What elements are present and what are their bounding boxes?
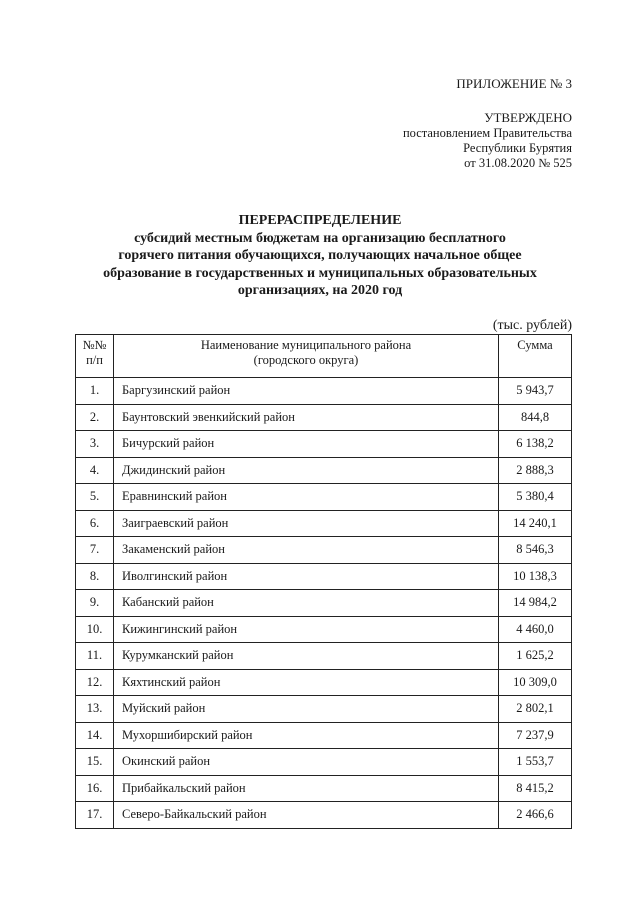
table-row	[76, 616, 572, 643]
row-district-name: Курумканский район	[114, 643, 499, 670]
units-label: (тыс. рублей)	[492, 318, 572, 333]
row-sum: 14 240,1	[499, 510, 572, 537]
row-sum: 4 460,0	[499, 616, 572, 643]
title-line-1: ПЕРЕРАСПРЕДЕЛЕНИЕ	[238, 213, 402, 228]
row-number: 6.	[76, 510, 114, 537]
table-row	[76, 431, 572, 458]
row-number: 7.	[76, 537, 114, 564]
approved-label: УТВЕРЖДЕНО	[484, 110, 572, 125]
row-number: 12.	[76, 669, 114, 696]
row-sum: 844,8	[499, 404, 572, 431]
subsidy-table	[75, 334, 572, 829]
row-number: 1.	[76, 378, 114, 405]
row-number: 4.	[76, 457, 114, 484]
row-district-name: Баргузинский район	[114, 378, 499, 405]
header-sum: Сумма	[499, 335, 572, 378]
row-district-name: Кабанский район	[114, 590, 499, 617]
row-number: 9.	[76, 590, 114, 617]
row-sum: 1 553,7	[499, 749, 572, 776]
row-district-name: Заиграевский район	[114, 510, 499, 537]
header-number-line-1: №№	[82, 338, 107, 352]
row-district-name: Северо-Байкальский район	[114, 802, 499, 829]
row-district-name: Прибайкальский район	[114, 775, 499, 802]
table-header-row	[76, 335, 572, 378]
header-name	[114, 335, 499, 378]
table-row	[76, 537, 572, 564]
row-number: 13.	[76, 696, 114, 723]
row-number: 15.	[76, 749, 114, 776]
header-name-line-2: (городского округа)	[253, 353, 359, 367]
row-sum: 2 466,6	[499, 802, 572, 829]
approval-line-2: Республики Бурятия	[463, 141, 572, 155]
document-title	[70, 212, 570, 300]
table-row	[76, 696, 572, 723]
row-sum: 2 802,1	[499, 696, 572, 723]
row-sum: 8 546,3	[499, 537, 572, 564]
header-name-line-1: Наименование муниципального района	[200, 338, 412, 352]
row-number: 3.	[76, 431, 114, 458]
table-row	[76, 404, 572, 431]
row-district-name: Закаменский район	[114, 537, 499, 564]
table-row	[76, 590, 572, 617]
approval-line-1: постановлением Правительства	[402, 126, 572, 140]
row-district-name: Еравнинский район	[114, 484, 499, 511]
row-number: 10.	[76, 616, 114, 643]
table-row	[76, 775, 572, 802]
header-number-line-2: п/п	[86, 353, 103, 367]
header-number	[76, 335, 114, 378]
approval-block	[403, 110, 572, 171]
row-district-name: Баунтовский эвенкийский район	[114, 404, 499, 431]
row-sum: 10 309,0	[499, 669, 572, 696]
table-row	[76, 669, 572, 696]
row-sum: 10 138,3	[499, 563, 572, 590]
row-sum: 5 380,4	[499, 484, 572, 511]
row-district-name: Муйский район	[114, 696, 499, 723]
row-district-name: Кижингинский район	[114, 616, 499, 643]
row-number: 16.	[76, 775, 114, 802]
table-row	[76, 378, 572, 405]
table-body	[76, 378, 572, 829]
title-line-5: организациях, на 2020 год	[237, 283, 403, 299]
title-line-3: горячего питания обучающихся, получающих начальное общее	[118, 248, 522, 264]
row-district-name: Кяхтинский район	[114, 669, 499, 696]
title-line-2: субсидий местным бюджетам на организацию бесплатного	[134, 230, 506, 246]
table-row	[76, 749, 572, 776]
row-district-name: Иволгинский район	[114, 563, 499, 590]
row-sum: 6 138,2	[499, 431, 572, 458]
row-number: 14.	[76, 722, 114, 749]
row-number: 2.	[76, 404, 114, 431]
row-number: 5.	[76, 484, 114, 511]
row-sum: 7 237,9	[499, 722, 572, 749]
row-sum: 5 943,7	[499, 378, 572, 405]
table-row	[76, 484, 572, 511]
row-sum: 14 984,2	[499, 590, 572, 617]
table-row	[76, 563, 572, 590]
appendix-label: ПРИЛОЖЕНИЕ № 3	[456, 76, 572, 91]
row-number: 8.	[76, 563, 114, 590]
row-district-name: Джидинский район	[114, 457, 499, 484]
table-row	[76, 802, 572, 829]
row-district-name: Окинский район	[114, 749, 499, 776]
row-sum: 1 625,2	[499, 643, 572, 670]
row-number: 17.	[76, 802, 114, 829]
row-number: 11.	[76, 643, 114, 670]
table-row	[76, 643, 572, 670]
row-district-name: Мухоршибирский район	[114, 722, 499, 749]
row-sum: 8 415,2	[499, 775, 572, 802]
approval-line-3: от 31.08.2020 № 525	[464, 156, 572, 170]
row-sum: 2 888,3	[499, 457, 572, 484]
table-row	[76, 457, 572, 484]
table-row	[76, 722, 572, 749]
table-row	[76, 510, 572, 537]
row-district-name: Бичурский район	[114, 431, 499, 458]
title-line-4: образование в государственных и муниципальных образовательных	[103, 265, 537, 281]
